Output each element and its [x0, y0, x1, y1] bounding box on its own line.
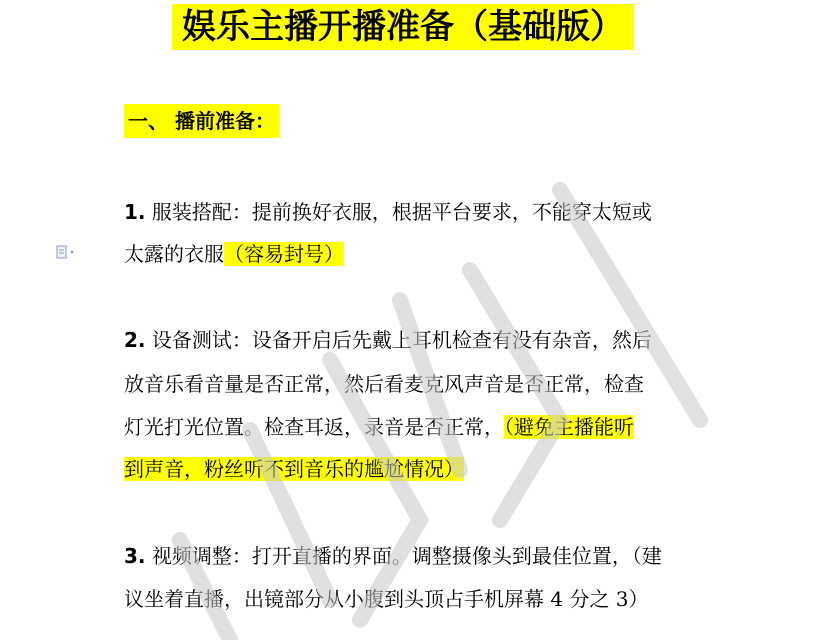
item-2-highlight: 到声音，粉丝听不到音乐的尴尬情况） — [124, 457, 464, 481]
item-2-line-2 — [124, 366, 644, 402]
document-icon[interactable] — [56, 245, 78, 259]
item-2-highlight: （避免主播能听 — [504, 415, 634, 439]
item-1-text: 太露的衣服 — [124, 242, 224, 266]
item-2-text: 设备测试：设备开启后先戴上耳机检查有没有杂音，然后 — [151, 328, 652, 352]
item-3-text: 议坐着直播，出镜部分从小腹到头顶占手机屏幕 4 分之 3） — [124, 587, 649, 611]
item-1-line-1 — [124, 194, 652, 230]
item-2-line-3 — [124, 409, 634, 445]
item-2-line-1 — [124, 322, 652, 358]
item-2-text: 灯光打光位置。检查耳返，录音是否正常， — [124, 415, 504, 439]
section-heading: 一、 播前准备： — [124, 104, 279, 138]
item-1-highlight: （容易封号） — [224, 242, 344, 266]
item-2-number: 2. — [124, 328, 146, 352]
item-3-line-2 — [124, 581, 649, 617]
item-3-number: 3. — [124, 544, 146, 568]
item-2-line-4 — [124, 451, 464, 487]
item-1-line-2 — [124, 236, 344, 272]
item-1-number: 1. — [124, 200, 146, 224]
item-2-text: 放音乐看音量是否正常，然后看麦克风声音是否正常，检查 — [124, 372, 644, 396]
item-1-text: 服装搭配：提前换好衣服，根据平台要求，不能穿太短或 — [151, 200, 652, 224]
item-3-text: 视频调整：打开直播的界面。调整摄像头到最佳位置，（建 — [151, 544, 662, 568]
item-3-line-1 — [124, 538, 662, 574]
document-title: 娱乐主播开播准备（基础版） — [172, 4, 634, 50]
